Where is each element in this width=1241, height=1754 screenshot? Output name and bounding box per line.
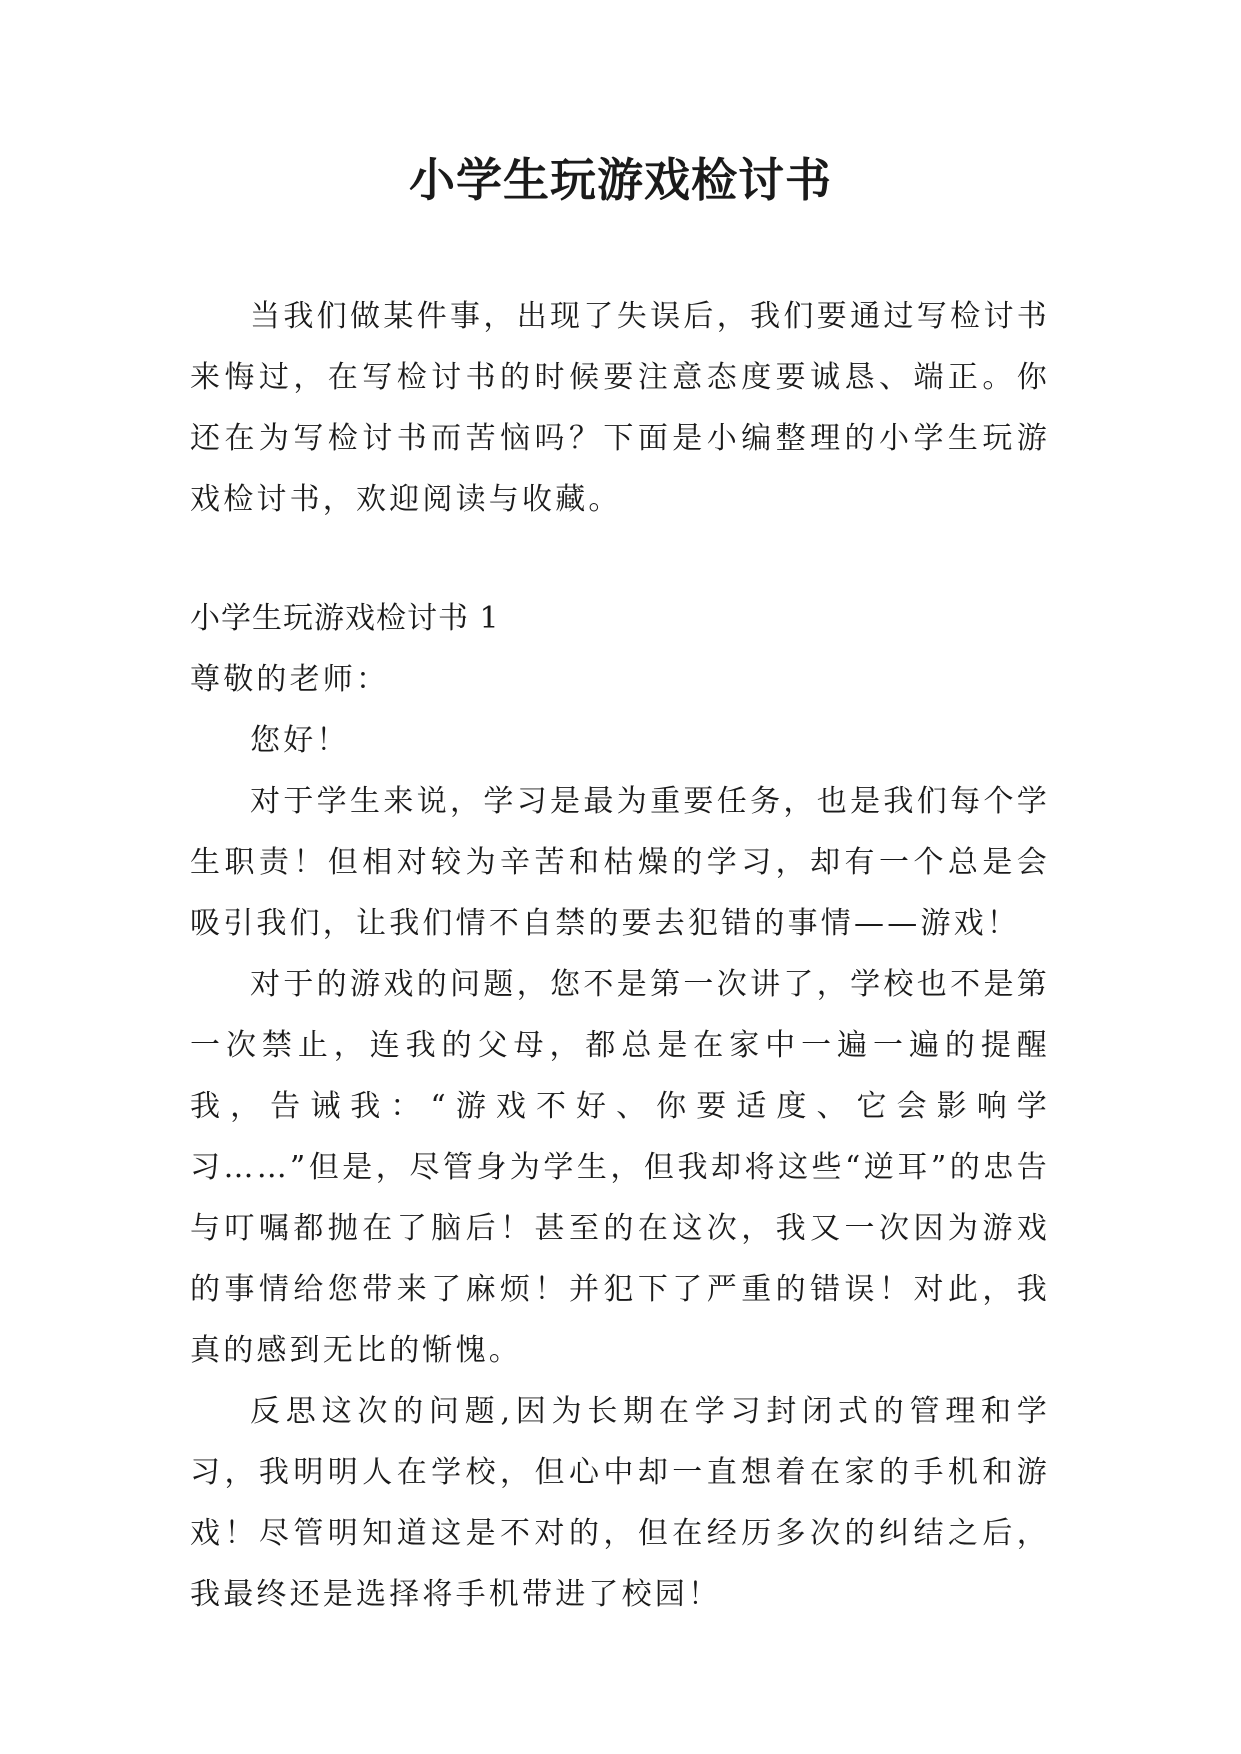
document-body bbox=[190, 286, 1050, 1625]
intro-paragraph: 当我们做某件事，出现了失误后，我们要通过写检讨书来悔过，在写检讨书的时候要注意态度要诚恳、端正。你还在为写检讨书而苦恼吗？下面是小编整理的小学生玩游戏检讨书，欢迎阅读与收藏。 bbox=[190, 299, 1050, 517]
body-paragraph: 反思这次的问题,因为长期在学习封闭式的管理和学习，我明明人在学校，但心中却一直想着在家的手机和游戏！尽管明知道这是不对的，但在经历多次的纠结之后，我最终还是选择将手机带进了校园！ bbox=[190, 1394, 1050, 1612]
section-heading: 小学生玩游戏检讨书 1 bbox=[190, 601, 500, 636]
body-paragraph: 对于的游戏的问题，您不是第一次讲了，学校也不是第一次禁止，连我的父母，都总是在家中一遍一遍的提醒我，告诫我：“游戏不好、你要适度、它会影响学习……”但是，尽管身为学生，但我却将这些“逆耳”的忠告与叮嘱都抛在了脑后！甚至的在这次，我又一次因为游戏的事情给您带来了麻烦！并犯下了严重的错误！对此，我真的感到无比的惭愧。 bbox=[190, 967, 1050, 1368]
section-spacer bbox=[190, 530, 1050, 588]
greeting: 您好！ bbox=[250, 723, 350, 758]
document-title: 小学生玩游戏检讨书 bbox=[409, 153, 832, 207]
salutation: 尊敬的老师： bbox=[190, 662, 390, 697]
body-paragraph: 对于学生来说，学习是最为重要任务，也是我们每个学生职责！但相对较为辛苦和枯燥的学习，却有一个总是会吸引我们，让我们情不自禁的要去犯错的事情——游戏！ bbox=[190, 784, 1050, 941]
